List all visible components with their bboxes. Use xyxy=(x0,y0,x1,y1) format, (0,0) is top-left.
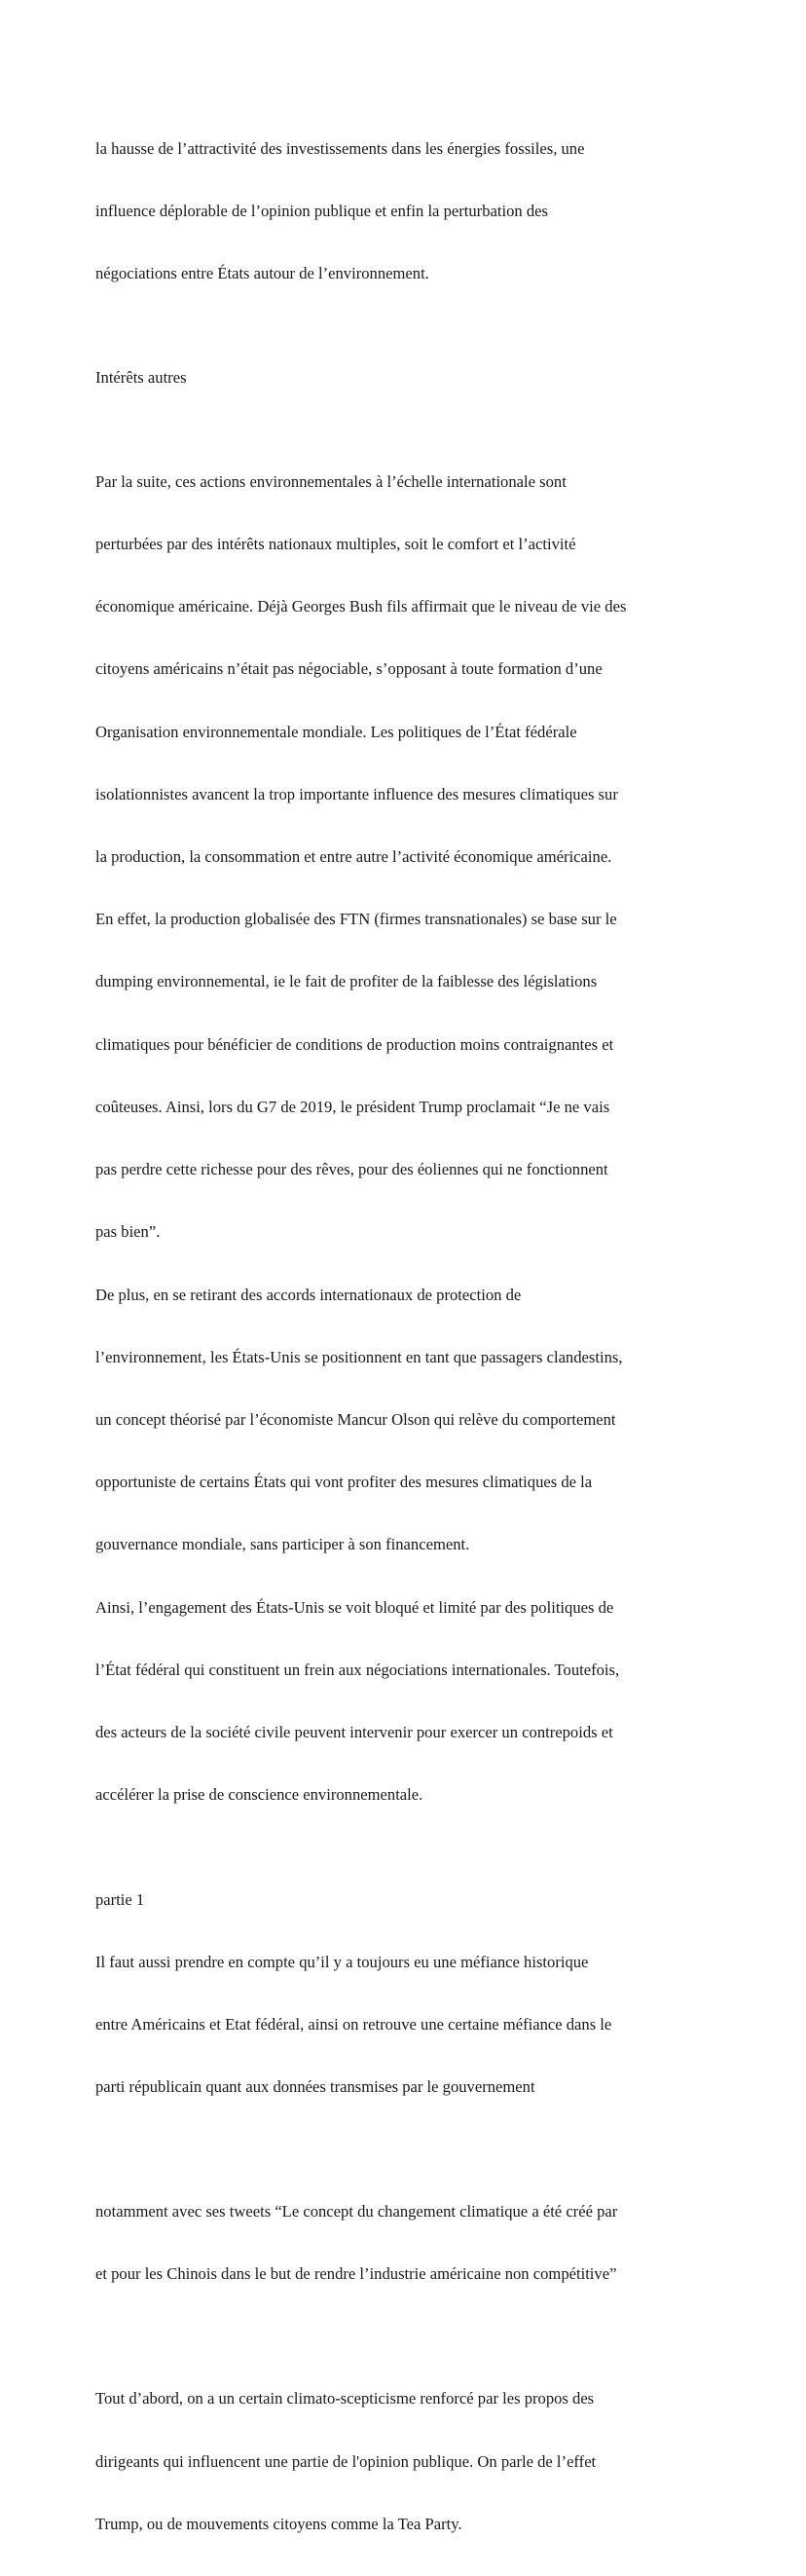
text-line: pas bien”. xyxy=(95,1222,161,1242)
text-line: coûteuses. Ainsi, lors du G7 de 2019, le président Trump proclamait “Je ne vais xyxy=(95,1097,610,1116)
text-line: l’État fédéral qui constituent un frein aux négociations internationales. Toutefois, xyxy=(95,1660,620,1679)
section1-paragraph xyxy=(95,429,718,1848)
text-line: citoyens américains n’était pas négociable, s’opposant à toute formation d’une xyxy=(95,659,603,679)
text-line: la production, la consommation et entre autre l’activité économique américaine. xyxy=(95,847,612,866)
text-line: accélérer la prise de conscience environnementale. xyxy=(95,1785,423,1805)
text-line: un concept théorisé par l’économiste Mancur Olson qui relève du comportement xyxy=(95,1409,616,1429)
document-body xyxy=(95,96,718,2576)
text-line: pas perdre cette richesse pour des rêves, pour des éoliennes qui ne fonctionnent xyxy=(95,1160,608,1179)
text-line: Ainsi, l’engagement des États-Unis se voit bloqué et limité par des politiques de xyxy=(95,1597,614,1617)
text-line: entre Américains et Etat fédéral, ainsi on retrouve une certaine méfiance dans le xyxy=(95,2014,612,2034)
text-line: influence déplorable de l’opinion publique et enfin la perturbation des xyxy=(95,202,548,221)
text-line: Par la suite, ces actions environnementales à l’échelle internationale sont xyxy=(95,471,567,491)
text-line: l’environnement, les États-Unis se positionnent en tant que passagers clandestins, xyxy=(95,1347,623,1366)
text-line: De plus, en se retirant des accords internationaux de protection de xyxy=(95,1285,522,1304)
text-line: climatiques pour bénéficier de conditions de production moins contraignantes et xyxy=(95,1034,614,1054)
text-line: Organisation environnementale mondiale. Les politiques de l’État fédérale xyxy=(95,722,577,741)
text-line: et pour les Chinois dans le but de rendre l’industrie américaine non compétitive” xyxy=(95,2264,617,2284)
text-line: gouvernance mondiale, sans participer à son financement. xyxy=(95,1535,470,1554)
text-line: Trump, ou de mouvements citoyens comme la Tea Party. xyxy=(95,2514,462,2533)
section-heading-interets: Intérêts autres xyxy=(95,368,187,388)
partie-paragraph xyxy=(95,1910,718,2139)
text-line: Tout d’abord, on a un certain climato-scepticisme renforcé par les propos des xyxy=(95,2389,595,2408)
text-line: dumping environnemental, ie le fait de profiter de la faiblesse des législations xyxy=(95,972,598,991)
final-paragraph xyxy=(95,2347,718,2576)
text-line: la hausse de l’attractivité des investissements dans les énergies fossiles, une xyxy=(95,138,585,158)
text-line: dirigeants qui influencent une partie de l'opinion publique. On parle de l’effet xyxy=(95,2451,597,2471)
intro-paragraph xyxy=(95,96,718,325)
text-line: des acteurs de la société civile peuvent intervenir pour exercer un contrepoids et xyxy=(95,1723,613,1742)
text-line: opportuniste de certains États qui vont profiter des mesures climatiques de la xyxy=(95,1473,593,1492)
section-heading-partie: partie 1 xyxy=(95,1889,145,1909)
text-line: négociations entre États autour de l’environnement. xyxy=(95,264,429,283)
text-line: En effet, la production globalisée des FTN (firmes transnationales) se base sur le xyxy=(95,910,617,929)
text-line: notamment avec ses tweets “Le concept du changement climatique a été créé par xyxy=(95,2202,618,2221)
text-line: parti républicain quant aux données transmises par le gouvernement xyxy=(95,2077,535,2097)
text-line: économique américaine. Déjà Georges Bush fils affirmait que le niveau de vie des xyxy=(95,597,627,616)
text-line: isolationnistes avancent la trop importante influence des mesures climatiques sur xyxy=(95,784,618,803)
text-line: perturbées par des intérêts nationaux multiples, soit le comfort et l’activité xyxy=(95,534,576,553)
tweets-paragraph xyxy=(95,2159,718,2326)
text-line: Il faut aussi prendre en compte qu’il y a toujours eu une méfiance historique xyxy=(95,1952,589,1971)
